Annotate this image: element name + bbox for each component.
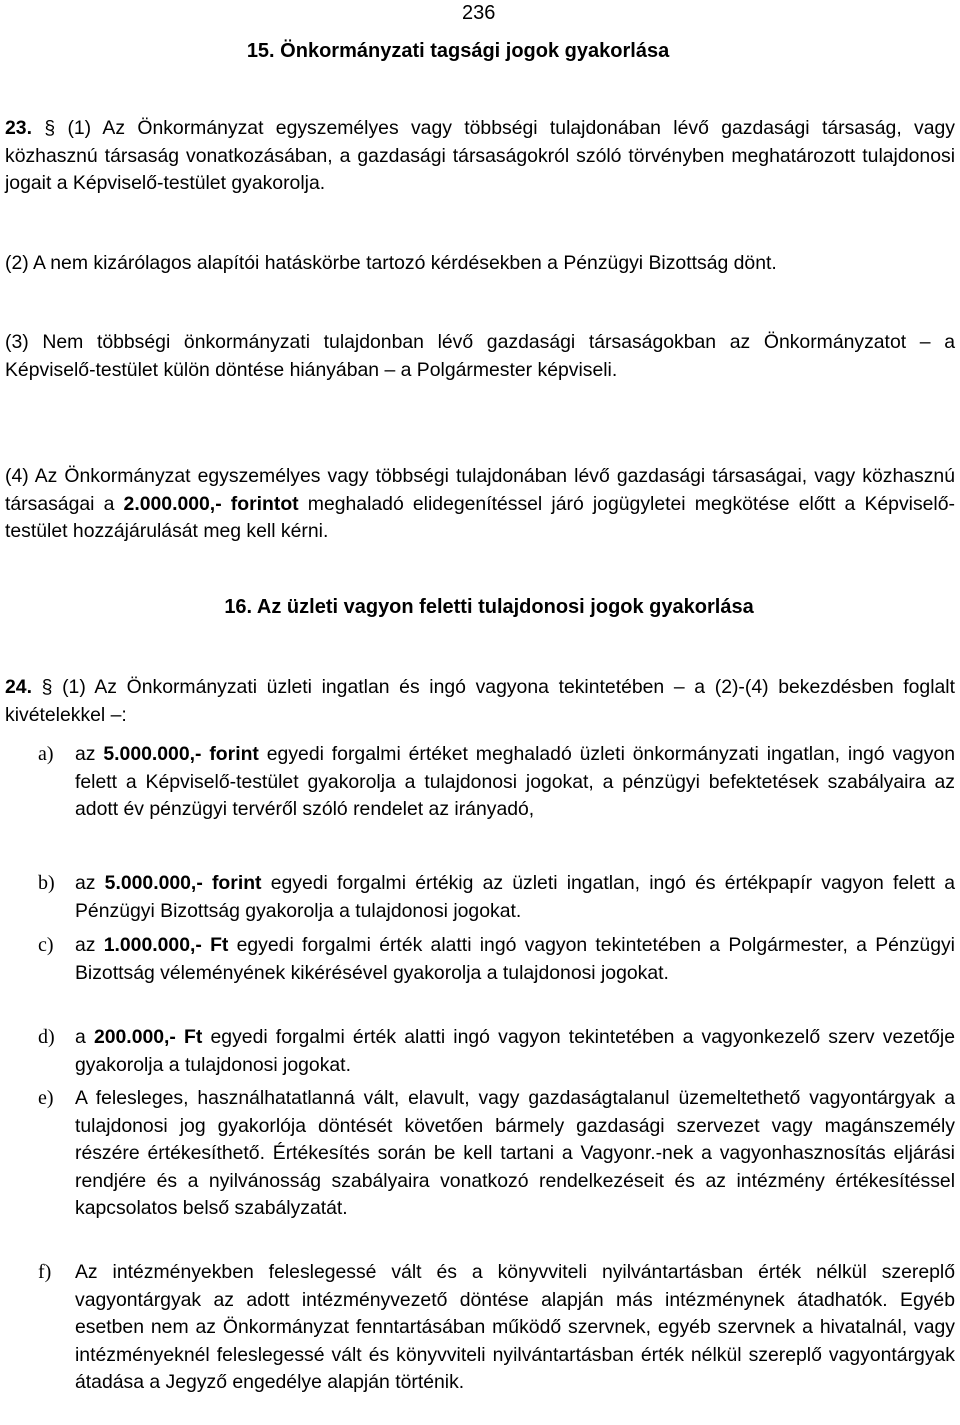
list-item-c: [38, 932, 955, 987]
list-item-letter: d): [38, 1026, 55, 1048]
list-item-letter: c): [38, 934, 54, 956]
amount-threshold: 2.000.000,- forintot: [123, 492, 299, 515]
paragraph-23-1: [5, 115, 955, 198]
list-item-letter: e): [38, 1087, 54, 1109]
list-item-f: [38, 1259, 955, 1397]
list-item-text: a 200.000,- Ft egyedi forgalmi érték alatti ingó vagyon tekintetében a vagyonkezelő szerv vezetője gyakorolja a tulajdonosi jogokat.: [75, 1026, 955, 1076]
paragraph-number: 24.: [5, 676, 32, 698]
list-item-d: [38, 1024, 955, 1079]
section-15-heading: 15. Önkormányzati tagsági jogok gyakorlása: [246, 40, 670, 62]
list-item-text: az 1.000.000,- Ft egyedi forgalmi érték alatti ingó vagyon tekintetében a Polgármester, a Pénzügyi Bizottság véleményének kikérésével gyakorolja a tulajdonosi jogokat.: [75, 934, 955, 984]
paragraph-23-4: [5, 463, 955, 546]
list-item-text: az 5.000.000,- forint egyedi forgalmi értéket meghaladó üzleti önkormányzati ingatlan, ingó vagyon felett a Képviselő-testület gyakorolja a tulajdonosi jogokat, a pénzügyi befektetések szabályaira az adott év pénzügyi tervéről szóló rendelet az irányadó,: [75, 743, 955, 820]
list-item-letter: b): [38, 872, 55, 894]
list-item-text: az 5.000.000,- forint egyedi forgalmi értékig az üzleti ingatlan, ingó és értékpapír vagyon felett a Pénzügyi Bizottság gyakorolja a tulajdonosi jogokat.: [75, 872, 955, 922]
list-item-letter: f): [38, 1261, 52, 1283]
list-item-text: A felesleges, használhatatlanná vált, elavult, vagy gazdaságtalanul üzemeltethető vagyontárgyak a tulajdonosi jog gyakorlója döntését követően bármely gazdasági szervezet vagy magánszemély részére értékesíthető. Értékesítés során be kell tartani a Vagyonr.-nek a vagyonhasznosítás eljárási rendjére és a nyilvánosság szabályaira vonatkozó rendelkezéseit és az intézmény értékesítéssel kapcsolatos belső szabályzatát.: [75, 1087, 955, 1219]
paragraph-23-2: (2) A nem kizárólagos alapítói hatáskörbe tartozó kérdésekben a Pénzügyi Bizottság dönt.: [5, 252, 777, 274]
list-item-a: [38, 741, 955, 824]
list-item-letter: a): [38, 743, 54, 765]
amount-threshold: 200.000,- Ft: [93, 1026, 203, 1048]
paragraph-text-post: meghaladó elidegenítéssel járó jogügyletei megkötése előtt a Képviselő-testület hozzájárulását meg kell kérni.: [5, 492, 955, 542]
list-item-b: [38, 870, 955, 925]
paragraph-23-3: (3) Nem többségi önkormányzati tulajdonban lévő gazdasági társaságokban az Önkormányzatot – a Képviselő-testület külön döntése hiányában – a Polgármester képviseli.: [5, 331, 955, 381]
section-sign: §: [41, 676, 53, 698]
amount-threshold: 5.000.000,- forint: [104, 872, 262, 894]
amount-threshold: 1.000.000,- Ft: [103, 934, 229, 956]
paragraph-24-1: [5, 674, 955, 729]
list-item-text: Az intézményekben feleslegessé vált és a könyvviteli nyilvántartásban érték nélkül szereplő vagyontárgyak az adott intézményvezető döntése alapján más intézménynek átadhatók. Egyéb esetben nem az Önkormányzat fenntartásában működő szervnek, egyéb szervnek a hivatalnál, vagy intézményeknél feleslegessé vált és könyvviteli nyilvántartásban érték nélkül szereplő vagyontárgyak átadása a Jegyző engedélye alapján történik.: [75, 1261, 955, 1393]
page-number: 236: [462, 2, 496, 24]
paragraph-text: (1) Az Önkormányzat egyszemélyes vagy többségi tulajdonában lévő gazdasági társaság, vagy közhasznú társaság vonatkozásában, a gazdasági társaságokról szóló törvényben meghatározott tulajdonosi jogait a Képviselő-testület gyakorolja.: [5, 117, 955, 194]
paragraph-number: 23.: [5, 117, 32, 139]
list-item-e: [38, 1085, 955, 1223]
paragraph-text: (1) Az Önkormányzati üzleti ingatlan és ingó vagyona tekintetében – a (2)-(4) bekezdésben foglalt kivételekkel –:: [5, 676, 955, 726]
amount-threshold: 5.000.000,- forint: [103, 743, 259, 765]
section-16-heading: 16. Az üzleti vagyon feletti tulajdonosi jogok gyakorlása: [224, 596, 754, 618]
section-sign: §: [44, 117, 56, 139]
paragraph-text-pre: (4) Az Önkormányzat egyszemélyes vagy többségi tulajdonában lévő gazdasági társaságai, vagy közhasznú társaságai a: [5, 465, 955, 515]
